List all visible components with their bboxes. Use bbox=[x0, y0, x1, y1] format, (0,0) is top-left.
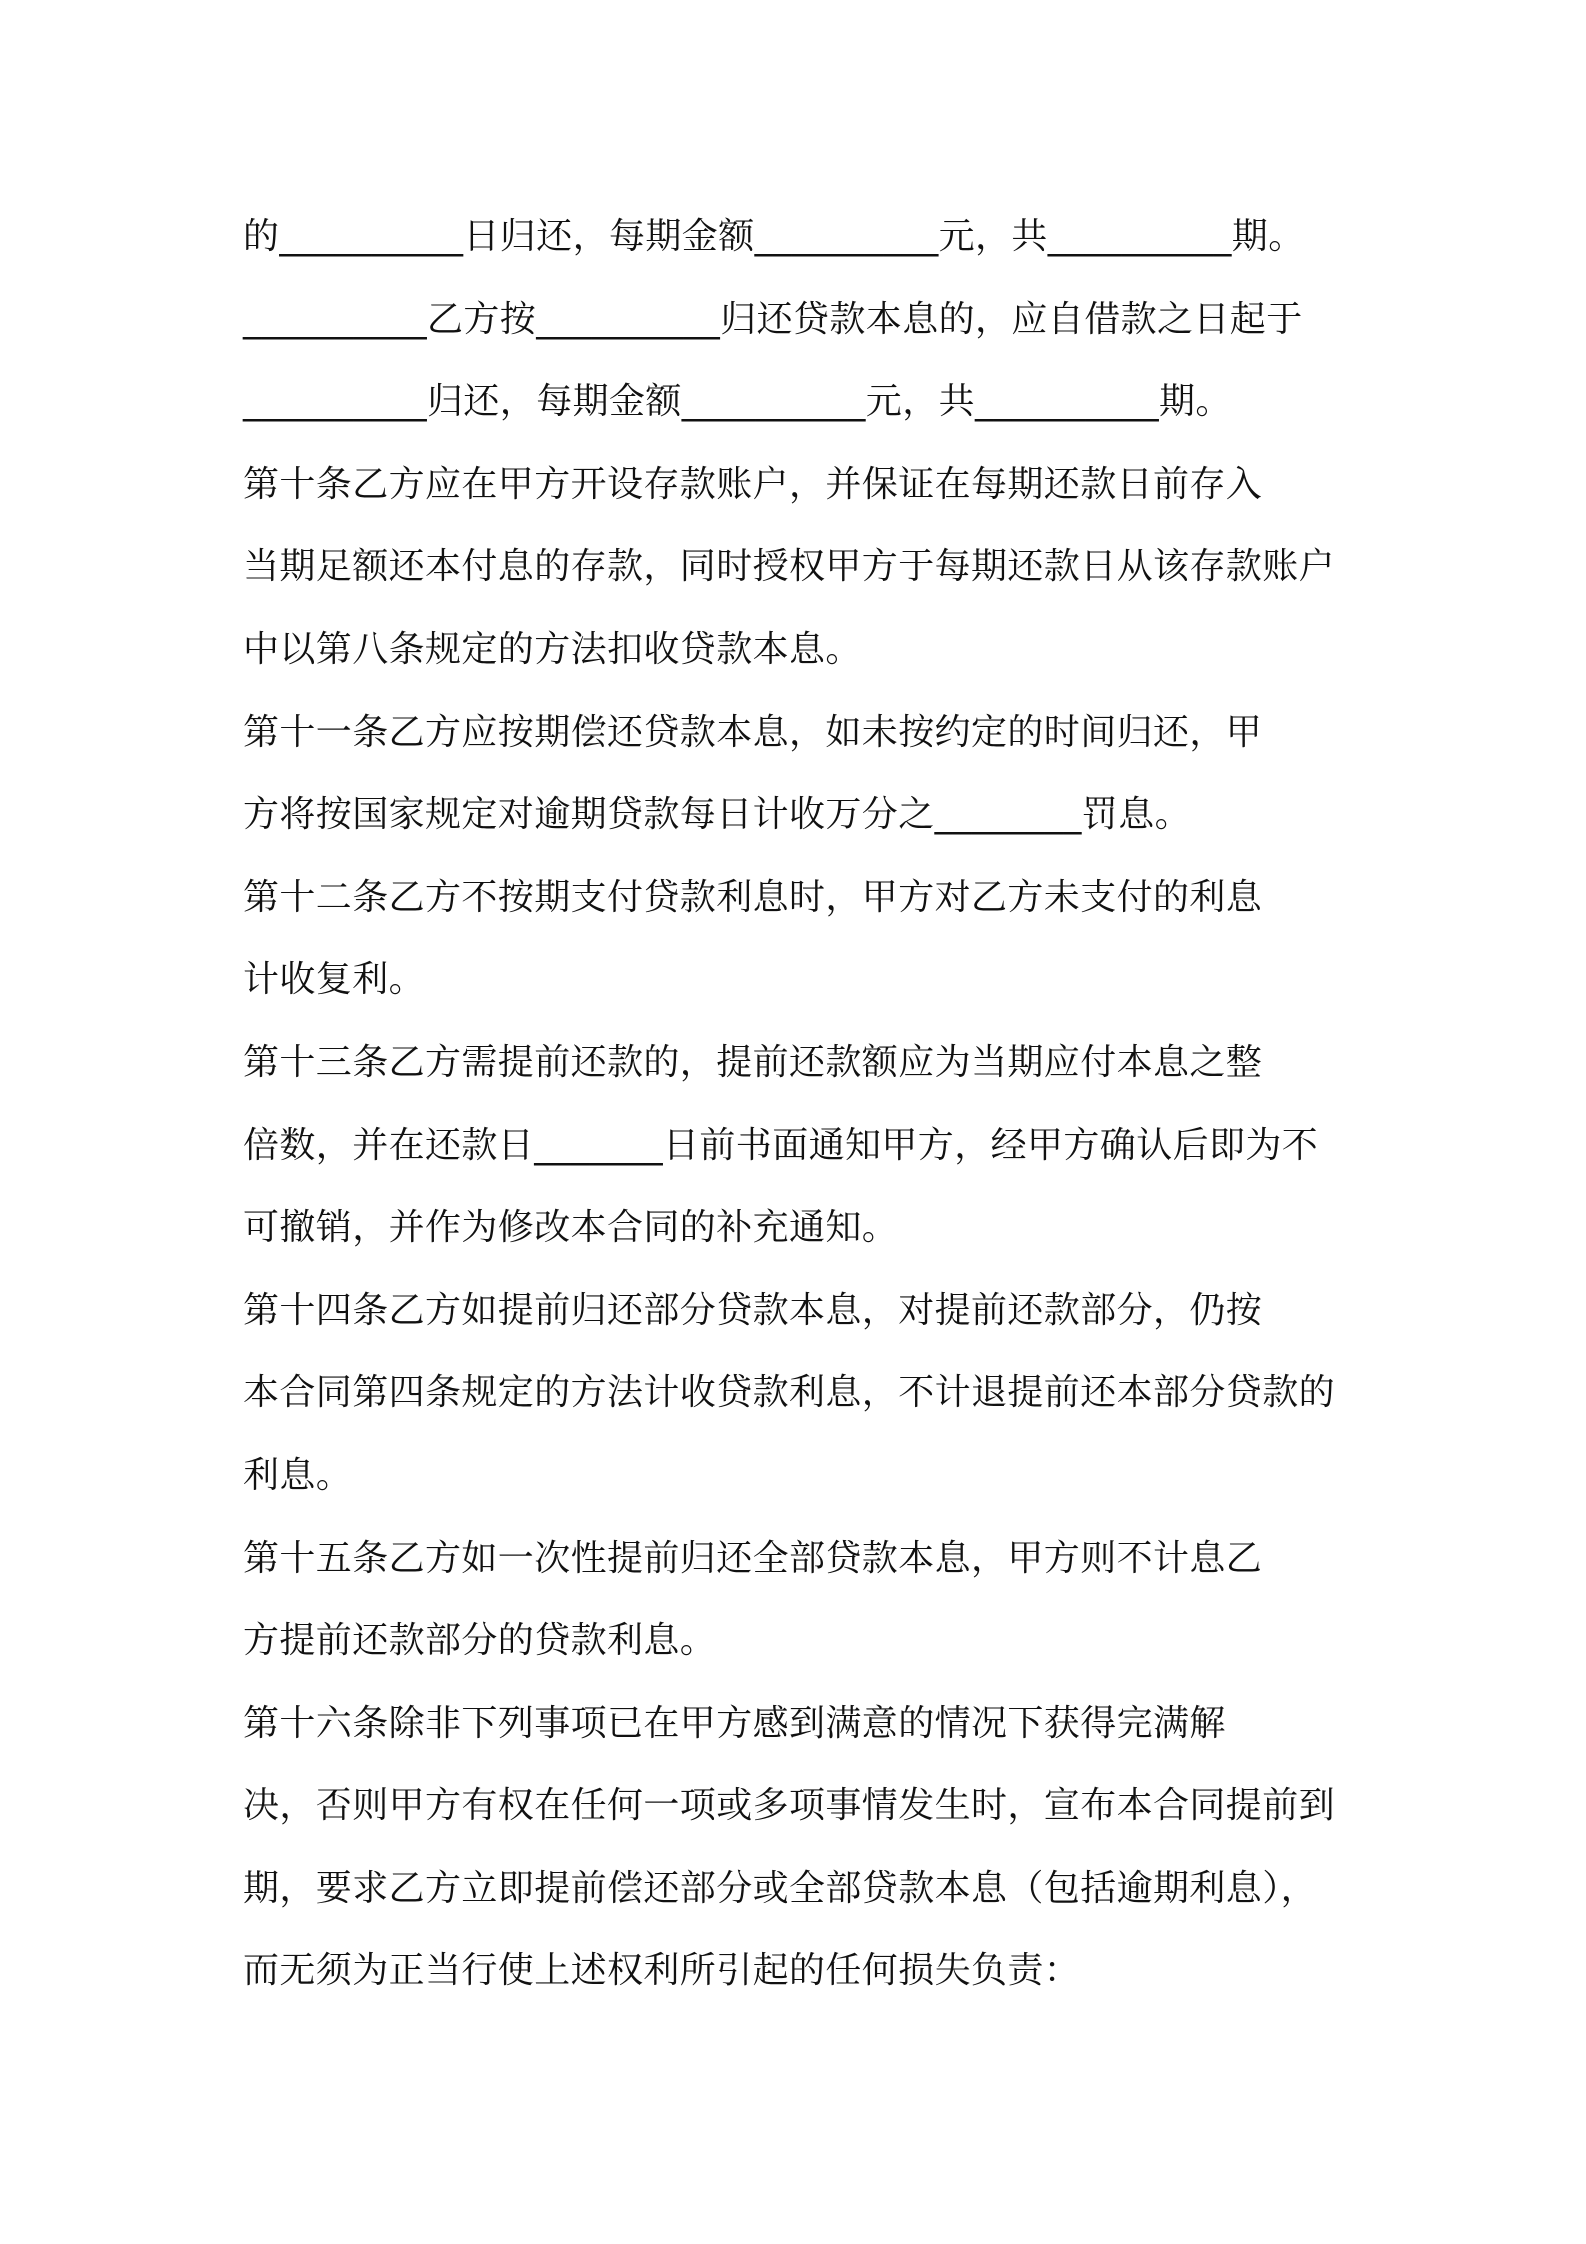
article-14-line-2: 本合同第四条规定的方法计收贷款利息，不计退提前还本部分贷款的 bbox=[243, 1372, 1336, 1414]
article-15-line-2: 方提前还款部分的贷款利息。 bbox=[243, 1620, 717, 1662]
article-15-line-1: 第十五条乙方如一次性提前归还全部贷款本息，甲方则不计息乙 bbox=[243, 1537, 1263, 1579]
article-16-line-1: 第十六条除非下列事项已在甲方感到满意的情况下获得完满解 bbox=[243, 1702, 1226, 1744]
article-13-line-2: 倍数，并在还款日_______日前书面通知甲方，经甲方确认后即为不 bbox=[243, 1124, 1319, 1166]
article-13-line-1: 第十三条乙方需提前还款的，提前还款额应为当期应付本息之整 bbox=[243, 1041, 1263, 1083]
article-14-line-1: 第十四条乙方如提前归还部分贷款本息，对提前还款部分，仍按 bbox=[243, 1289, 1263, 1331]
text-line: __________乙方按__________归还贷款本息的，应自借款之日起于 bbox=[243, 298, 1303, 340]
article-12-line-2: 计收复利。 bbox=[243, 959, 426, 1001]
article-14-line-3: 利息。 bbox=[243, 1454, 353, 1496]
article-11-line-2: 方将按国家规定对逾期贷款每日计收万分之________罚息。 bbox=[243, 794, 1192, 836]
contract-text-block bbox=[243, 196, 1353, 2013]
article-10-line-1: 第十条乙方应在甲方开设存款账户，并保证在每期还款日前存入 bbox=[243, 463, 1263, 505]
article-13-line-3: 可撤销，并作为修改本合同的补充通知。 bbox=[243, 1207, 899, 1249]
article-16-line-4: 而无须为正当行使上述权利所引起的任何损失负责： bbox=[243, 1950, 1081, 1992]
article-12-line-1: 第十二条乙方不按期支付贷款利息时，甲方对乙方未支付的利息 bbox=[243, 876, 1263, 918]
text-line: 的__________日归还，每期金额__________元，共__________期。 bbox=[243, 216, 1305, 257]
article-16-line-2: 决，否则甲方有权在任何一项或多项事情发生时，宣布本合同提前到 bbox=[243, 1785, 1336, 1827]
article-10-line-2: 当期足额还本付息的存款，同时授权甲方于每期还款日从该存款账户 bbox=[243, 546, 1336, 588]
article-10-line-3: 中以第八条规定的方法扣收贷款本息。 bbox=[243, 628, 862, 670]
text-line: __________归还，每期金额__________元，共__________期。 bbox=[243, 381, 1232, 423]
article-16-line-3: 期，要求乙方立即提前偿还部分或全部贷款本息（包括逾期利息）， bbox=[243, 1867, 1318, 1909]
article-11-line-1: 第十一条乙方应按期偿还贷款本息，如未按约定的时间归还，甲 bbox=[243, 711, 1263, 753]
